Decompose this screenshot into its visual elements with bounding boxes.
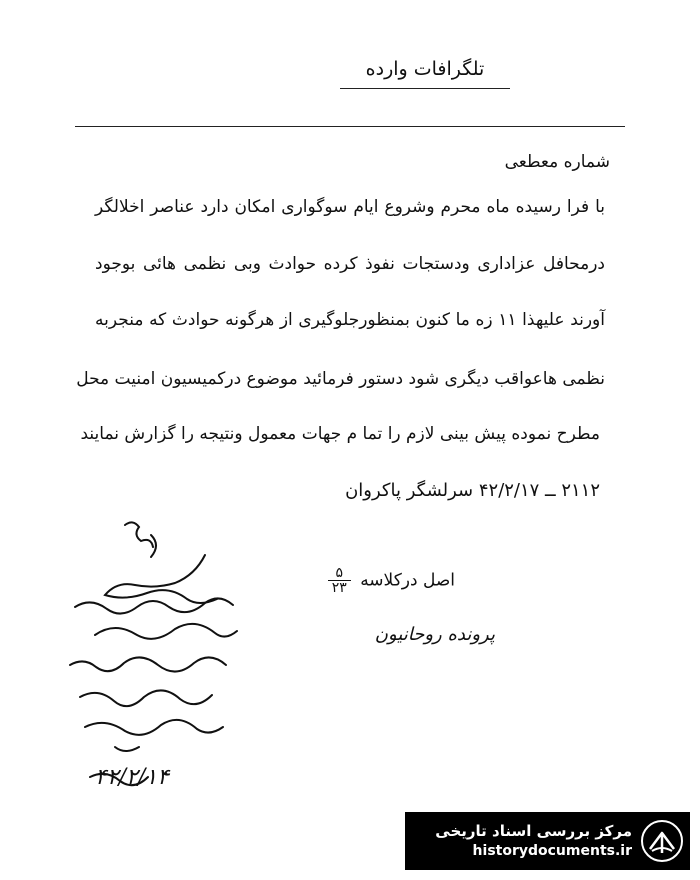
horizontal-rule <box>75 126 625 127</box>
body-line-4: نظمی هاعواقب دیگری شود دستور فرمائید موضوع درکمیسیون امنیت محل <box>76 369 605 389</box>
watermark-org-name: مرکز بررسی اسناد تاریخی <box>435 822 632 840</box>
open-book-logo-icon <box>640 819 684 863</box>
filing-fraction <box>328 566 351 595</box>
handwritten-date: ۴۲/۲/۱۴ <box>95 765 169 790</box>
document-title: تلگرافات وارده <box>365 58 485 80</box>
number-label: شماره معطعی <box>504 152 610 172</box>
handwritten-annotation <box>55 515 275 825</box>
fraction-numerator: ۵ <box>328 566 351 581</box>
archive-watermark <box>405 812 690 870</box>
title-underline <box>340 88 510 89</box>
signature-line: ۲۱۱۲ ــ ۴۲/۲/۱۷ سرلشگر پاکروان <box>345 480 600 501</box>
body-line-1: با فرا رسیده ماه محرم وشروع ایام سوگواری امکان دارد عناصر اخلالگر <box>95 197 605 217</box>
body-line-3: آورند علیهذا ۱۱ زه ما کنون بمنظورجلوگیری از هرگونه حوادث که منجربه <box>95 310 605 330</box>
archive-note: پرونده روحانیون <box>374 624 495 645</box>
watermark-url: historydocuments.ir <box>472 843 632 859</box>
fraction-denominator: ۲۳ <box>331 580 347 596</box>
watermark-text <box>411 821 632 861</box>
copy-filing-line <box>324 566 455 595</box>
body-line-5: مطرح نموده پیش بینی لازم را تما م جهات معمول ونتیجه را گزارش نمایند <box>80 424 600 444</box>
copy-label: اصل درکلاسه <box>360 570 455 591</box>
body-line-2: درمحافل عزاداری ودستجات نفوذ کرده حوادث وبی نظمی هائی بوجود <box>95 254 605 274</box>
